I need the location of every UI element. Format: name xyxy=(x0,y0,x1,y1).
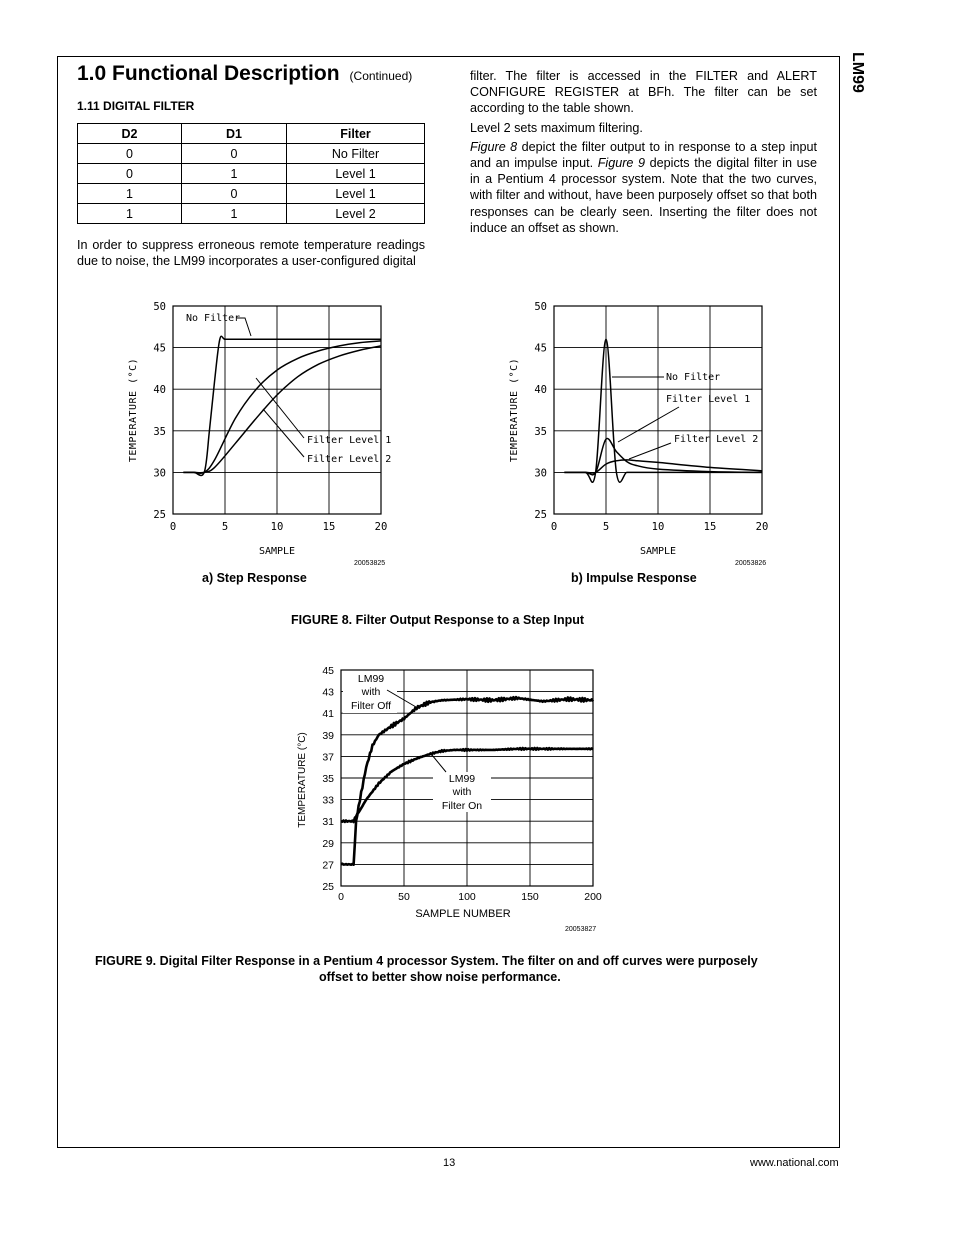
subsection-title: 1.11 DIGITAL FILTER xyxy=(77,99,195,113)
table-cell: Level 2 xyxy=(287,204,425,224)
y-tick-label: 40 xyxy=(153,384,166,397)
y-tick-label: 25 xyxy=(153,509,166,521)
x-tick-label: 5 xyxy=(602,521,610,533)
x-axis-label: SAMPLE NUMBER xyxy=(415,908,511,920)
body-text: filter. The filter is accessed in the FILTER and ALERT CONFIGURE REGISTER at BFh. The filter can be set according to the table shown. xyxy=(470,69,817,116)
annotation-filter-off: Filter Off xyxy=(350,700,392,712)
figure-id: 20053826 xyxy=(735,560,767,567)
y-tick-label: 37 xyxy=(322,751,334,764)
x-tick-label: 0 xyxy=(169,521,177,533)
table-cell: 1 xyxy=(182,204,287,224)
x-tick-label: 5 xyxy=(221,521,229,533)
table-header: Filter xyxy=(287,124,425,144)
figure-id: 20053827 xyxy=(565,926,597,933)
body-text: Level 2 sets maximum filtering. xyxy=(470,120,643,135)
table-cell: 1 xyxy=(182,164,287,184)
table-header: D1 xyxy=(182,124,287,144)
x-tick-label: 100 xyxy=(458,891,476,903)
figure9-caption-line1: FIGURE 9. Digital Filter Response in a Pentium 4 processor System. The filter on and off curves were purposely xyxy=(95,954,758,968)
pentium4-filter-chart xyxy=(290,660,610,925)
x-tick-label: 0 xyxy=(550,521,558,533)
y-tick-label: 45 xyxy=(153,342,166,355)
x-tick-label: 150 xyxy=(521,891,539,903)
y-tick-label: 30 xyxy=(153,467,166,480)
right-column xyxy=(470,68,817,236)
annotation-filter-level-2: Filter Level 2 xyxy=(307,454,392,465)
y-tick-label: 39 xyxy=(322,729,334,742)
annotation-group xyxy=(343,673,491,812)
figure-id: 20053825 xyxy=(354,560,386,567)
figure-ref-link[interactable]: Figure 9 xyxy=(597,156,646,171)
series-line-filter-level-2 xyxy=(564,460,762,473)
annotation-filter-on: with xyxy=(452,786,472,798)
annotation-leader xyxy=(263,409,304,457)
annotation-filter-off: LM99 xyxy=(357,673,385,685)
y-axis-label: TEMPERATURE (°C) xyxy=(128,357,139,463)
y-tick-label: 35 xyxy=(322,773,334,785)
y-tick-label: 27 xyxy=(322,859,334,872)
step-response-chart xyxy=(118,295,398,565)
series-line-no-filter xyxy=(564,339,762,482)
x-tick-label: 15 xyxy=(703,521,717,533)
y-tick-label: 45 xyxy=(322,665,334,677)
x-tick-label: 20 xyxy=(374,521,388,533)
annotation-filter-level-1: Filter Level 1 xyxy=(307,435,392,446)
annotation-leader xyxy=(432,755,446,772)
table-header: D2 xyxy=(78,124,182,144)
section-heading xyxy=(77,62,412,86)
y-tick-label: 35 xyxy=(534,425,547,438)
x-tick-label: 0 xyxy=(338,891,344,903)
y-tick-label: 50 xyxy=(153,301,166,313)
table-row xyxy=(78,204,425,224)
x-tick-label: 200 xyxy=(584,891,602,903)
table-cell: 0 xyxy=(182,144,287,164)
annotation-filter-off: with xyxy=(361,686,381,698)
page-title: 1.0 Functional Description xyxy=(77,62,340,85)
table-row xyxy=(78,164,425,184)
figure8-caption: FIGURE 8. Filter Output Response to a Step Input xyxy=(291,613,585,627)
table-cell: 0 xyxy=(78,144,182,164)
x-tick-label: 50 xyxy=(398,891,410,903)
y-tick-label: 31 xyxy=(322,816,334,829)
y-tick-label: 45 xyxy=(534,342,547,355)
table-row xyxy=(78,144,425,164)
x-tick-label: 10 xyxy=(270,521,284,533)
figure9-caption-line2: offset to better show noise performance. xyxy=(319,970,561,984)
y-tick-label: 41 xyxy=(322,708,334,721)
page-number: 13 xyxy=(443,1157,456,1169)
footer-url[interactable]: www.national.com xyxy=(750,1157,839,1169)
annotation-filter-on: Filter On xyxy=(441,800,483,812)
table-row xyxy=(78,184,425,204)
y-tick-label: 30 xyxy=(534,467,547,480)
table-cell: Level 1 xyxy=(287,184,425,204)
table-cell: 1 xyxy=(78,184,182,204)
table-cell: 1 xyxy=(78,204,182,224)
table-cell: 0 xyxy=(182,184,287,204)
annotation-filter-level-1: Filter Level 1 xyxy=(666,394,751,405)
table-cell: Level 1 xyxy=(287,164,425,184)
y-axis-label: TEMPERATURE (°C) xyxy=(509,357,520,463)
x-tick-label: 20 xyxy=(755,521,769,533)
y-tick-label: 33 xyxy=(322,794,334,807)
y-tick-label: 35 xyxy=(153,425,166,438)
subcaption-impulse: b) Impulse Response xyxy=(571,571,697,585)
subcaption-step: a) Step Response xyxy=(202,571,307,585)
table-cell: No Filter xyxy=(287,144,425,164)
y-axis-label: TEMPERATURE (°C) xyxy=(297,732,308,828)
annotation-no-filter: No Filter xyxy=(666,372,721,383)
figure-ref-link[interactable]: Figure 8 xyxy=(470,139,518,154)
x-axis-label: SAMPLE xyxy=(258,546,296,557)
table-header-row xyxy=(78,124,425,144)
y-tick-label: 25 xyxy=(322,881,334,893)
annotation-leader xyxy=(618,407,679,442)
filter-table xyxy=(77,123,425,224)
annotation-filter-on: LM99 xyxy=(448,773,476,785)
y-tick-label: 40 xyxy=(534,384,547,397)
left-paragraph xyxy=(77,237,425,269)
side-tag: LM99 xyxy=(849,52,866,93)
annotation-group xyxy=(612,372,758,459)
table-cell: 0 xyxy=(78,164,182,184)
body-text: In order to suppress erroneous remote temperature readings due to noise, the LM99 incorporates a user-configured digital xyxy=(77,238,425,269)
annotation-filter-level-2: Filter Level 2 xyxy=(674,434,759,445)
impulse-response-chart xyxy=(499,295,779,565)
annotation-leader xyxy=(629,443,671,459)
x-axis-label: SAMPLE xyxy=(639,546,677,557)
body-text: Figure 8 depict the filter output to in response to a step input and an impulse input. Figure 9 depicts the digital filter in use in a Pentium 4 processor system. Note that the two curves, with filter and without, have been purposely offset so that both responses can be clearly seen. Inserting the filter does not induce an offset as shown. xyxy=(470,139,817,235)
annotation-no-filter: No Filter xyxy=(186,313,241,324)
x-tick-label: 15 xyxy=(322,521,336,533)
continued-label: (Continued) xyxy=(349,69,413,83)
y-tick-label: 50 xyxy=(534,301,547,313)
y-tick-label: 29 xyxy=(322,837,334,850)
y-tick-label: 25 xyxy=(534,509,547,521)
y-tick-label: 43 xyxy=(322,686,334,699)
x-tick-label: 10 xyxy=(651,521,665,533)
